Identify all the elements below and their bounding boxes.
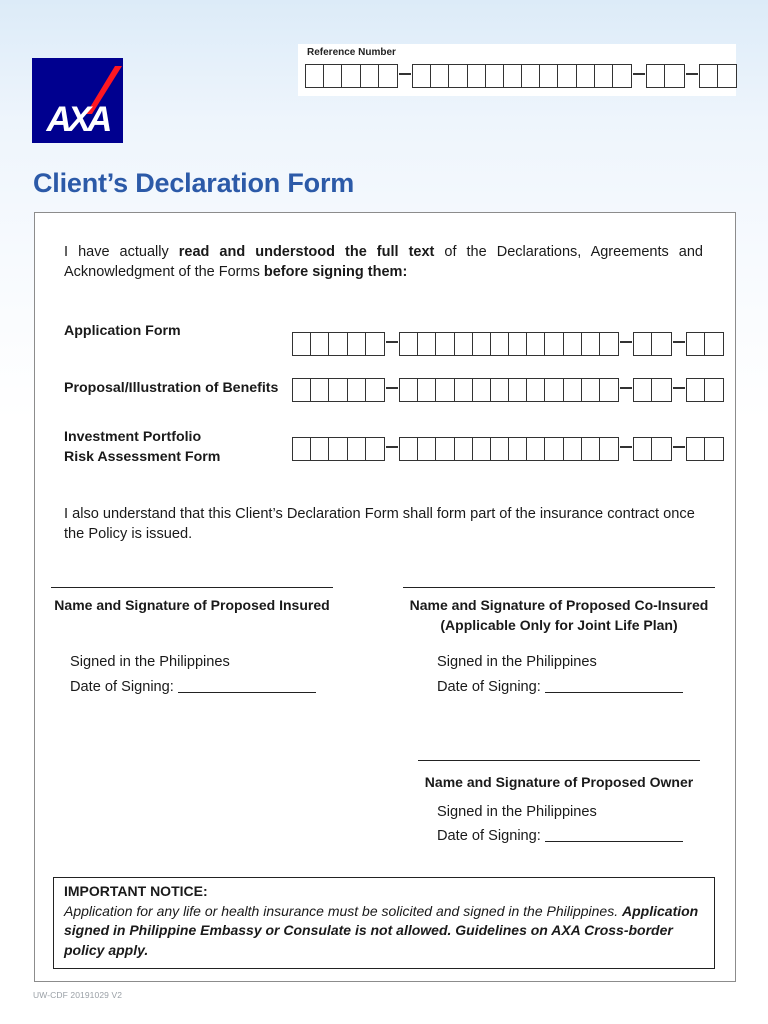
digit-cell[interactable]: [473, 438, 491, 460]
separator-dash: [620, 446, 632, 447]
digit-cell[interactable]: [491, 379, 509, 401]
digit-cell[interactable]: [379, 65, 397, 87]
digit-cell[interactable]: [400, 333, 418, 355]
digit-cell[interactable]: [687, 438, 705, 460]
digit-group: [399, 332, 619, 356]
important-notice: [53, 877, 715, 969]
proposal-number-cells[interactable]: [292, 378, 724, 402]
digit-group: [399, 378, 619, 402]
digit-cell[interactable]: [564, 333, 582, 355]
investment-number-cells[interactable]: [292, 437, 724, 461]
digit-cell[interactable]: [582, 438, 600, 460]
digit-cell[interactable]: [306, 65, 324, 87]
digit-cell[interactable]: [311, 438, 329, 460]
digit-cell[interactable]: [647, 65, 665, 87]
separator-dash: [620, 387, 632, 388]
digit-group: [412, 64, 632, 88]
owner-date-field[interactable]: [545, 841, 683, 842]
digit-cell[interactable]: [665, 65, 683, 87]
separator-dash: [673, 341, 685, 342]
digit-cell[interactable]: [705, 379, 723, 401]
digit-cell[interactable]: [504, 65, 522, 87]
digit-cell[interactable]: [431, 65, 449, 87]
coinsured-date-field[interactable]: [545, 692, 683, 693]
digit-cell[interactable]: [600, 379, 618, 401]
coinsured-signature-caption: Name and Signature of Proposed Co-Insured (Applicable Only for Joint Life Plan): [409, 597, 709, 633]
digit-cell[interactable]: [449, 65, 467, 87]
axa-logo: [32, 58, 123, 143]
coinsured-date-label: Date of Signing:: [437, 679, 541, 695]
insured-date-row: [70, 675, 316, 699]
digit-cell[interactable]: [366, 438, 384, 460]
digit-cell[interactable]: [329, 438, 347, 460]
digit-cell[interactable]: [418, 438, 436, 460]
owner-signature-caption: Name and Signature of Proposed Owner: [424, 774, 694, 790]
digit-cell[interactable]: [509, 379, 527, 401]
digit-group: [399, 437, 619, 461]
digit-cell[interactable]: [718, 65, 736, 87]
digit-cell[interactable]: [486, 65, 504, 87]
digit-group: [686, 378, 724, 402]
digit-cell[interactable]: [527, 333, 545, 355]
digit-cell[interactable]: [436, 333, 454, 355]
digit-cell[interactable]: [348, 438, 366, 460]
separator-dash: [673, 446, 685, 447]
digit-group: [633, 437, 671, 461]
digit-cell[interactable]: [705, 438, 723, 460]
digit-cell[interactable]: [366, 379, 384, 401]
digit-group: [292, 437, 385, 461]
digit-cell[interactable]: [455, 333, 473, 355]
digit-cell[interactable]: [564, 379, 582, 401]
digit-cell[interactable]: [522, 65, 540, 87]
digit-cell[interactable]: [540, 65, 558, 87]
form-code: UW-CDF 20191029 V2: [33, 990, 123, 1000]
digit-cell[interactable]: [324, 65, 342, 87]
intro-paragraph: I have actually read and understood the full text of the Declarations, Agreements and Acknowledgment of the Forms before signing them:: [64, 244, 703, 280]
reference-number-label: Reference Number: [307, 47, 396, 58]
separator-dash: [633, 73, 645, 74]
digit-group: [305, 64, 398, 88]
owner-date-label: Date of Signing:: [437, 828, 541, 844]
insured-date-label: Date of Signing:: [70, 679, 174, 695]
digit-group: [292, 378, 385, 402]
digit-cell[interactable]: [545, 379, 563, 401]
digit-cell[interactable]: [329, 379, 347, 401]
insured-signature-caption: Name and Signature of Proposed Insured: [54, 597, 330, 613]
digit-cell[interactable]: [473, 379, 491, 401]
owner-signed-text: Signed in the Philippines: [437, 804, 597, 820]
digit-group: [633, 378, 671, 402]
digit-cell[interactable]: [509, 438, 527, 460]
digit-cell[interactable]: [634, 438, 652, 460]
digit-cell[interactable]: [468, 65, 486, 87]
digit-group: [633, 332, 671, 356]
separator-dash: [386, 446, 398, 447]
digit-cell[interactable]: [700, 65, 718, 87]
digit-cell[interactable]: [418, 333, 436, 355]
digit-cell[interactable]: [652, 379, 670, 401]
reference-number-cells[interactable]: [305, 64, 737, 88]
digit-cell[interactable]: [400, 438, 418, 460]
digit-cell[interactable]: [342, 65, 360, 87]
digit-cell[interactable]: [436, 438, 454, 460]
digit-group: [686, 332, 724, 356]
digit-cell[interactable]: [613, 65, 631, 87]
investment-label: Investment Portfolio Risk Assessment Form: [64, 429, 221, 465]
separator-dash: [399, 73, 411, 74]
digit-cell[interactable]: [348, 333, 366, 355]
digit-group: [699, 64, 737, 88]
digit-cell[interactable]: [329, 333, 347, 355]
digit-group: [292, 332, 385, 356]
digit-cell[interactable]: [527, 379, 545, 401]
digit-cell[interactable]: [293, 333, 311, 355]
digit-cell[interactable]: [413, 65, 431, 87]
digit-cell[interactable]: [418, 379, 436, 401]
proposal-label: Proposal/Illustration of Benefits: [64, 380, 279, 396]
reference-number-box: [298, 44, 736, 96]
insured-date-field[interactable]: [178, 692, 316, 693]
coinsured-signature-line[interactable]: [403, 587, 715, 588]
digit-cell[interactable]: [600, 438, 618, 460]
digit-cell[interactable]: [705, 333, 723, 355]
digit-cell[interactable]: [600, 333, 618, 355]
digit-cell[interactable]: [491, 333, 509, 355]
digit-cell[interactable]: [293, 438, 311, 460]
owner-signature-line[interactable]: [418, 760, 700, 761]
digit-cell[interactable]: [634, 333, 652, 355]
digit-cell[interactable]: [366, 333, 384, 355]
coinsured-date-row: [437, 675, 683, 699]
digit-cell[interactable]: [527, 438, 545, 460]
digit-cell[interactable]: [577, 65, 595, 87]
notice-body: Application for any life or health insurance must be solicited and signed in the Philippines. Application signed in Philippine Embassy or Consulate is not allowed. Guidelines on AXA Cross-border policy apply.: [64, 902, 699, 958]
digit-cell[interactable]: [509, 333, 527, 355]
digit-cell[interactable]: [687, 333, 705, 355]
digit-cell[interactable]: [311, 379, 329, 401]
digit-cell[interactable]: [311, 333, 329, 355]
digit-cell[interactable]: [582, 333, 600, 355]
digit-cell[interactable]: [582, 379, 600, 401]
logo-text: AXA: [46, 100, 109, 139]
digit-cell[interactable]: [293, 379, 311, 401]
digit-cell[interactable]: [473, 333, 491, 355]
digit-cell[interactable]: [348, 379, 366, 401]
digit-group: [646, 64, 684, 88]
digit-cell[interactable]: [564, 438, 582, 460]
page-title: Client’s Declaration Form: [33, 168, 355, 198]
digit-cell[interactable]: [652, 333, 670, 355]
digit-cell[interactable]: [652, 438, 670, 460]
digit-cell[interactable]: [436, 379, 454, 401]
insured-signed-text: Signed in the Philippines: [70, 654, 230, 670]
digit-cell[interactable]: [400, 379, 418, 401]
digit-cell[interactable]: [558, 65, 576, 87]
digit-cell[interactable]: [455, 438, 473, 460]
digit-cell[interactable]: [361, 65, 379, 87]
separator-dash: [386, 387, 398, 388]
application-form-number-cells[interactable]: [292, 332, 724, 356]
separator-dash: [620, 341, 632, 342]
digit-cell[interactable]: [634, 379, 652, 401]
coinsured-signed-text: Signed in the Philippines: [437, 654, 597, 670]
digit-cell[interactable]: [687, 379, 705, 401]
contract-paragraph: I also understand that this Client’s Declaration Form shall form part of the insurance contract once the Policy is issued.: [64, 506, 695, 542]
insured-signature-line[interactable]: [51, 587, 333, 588]
notice-heading: IMPORTANT NOTICE:: [64, 883, 208, 899]
application-form-label: Application Form: [64, 323, 181, 339]
digit-cell[interactable]: [595, 65, 613, 87]
separator-dash: [386, 341, 398, 342]
digit-cell[interactable]: [545, 333, 563, 355]
digit-group: [686, 437, 724, 461]
owner-date-row: [437, 824, 683, 848]
digit-cell[interactable]: [545, 438, 563, 460]
digit-cell[interactable]: [491, 438, 509, 460]
separator-dash: [686, 73, 698, 74]
digit-cell[interactable]: [455, 379, 473, 401]
separator-dash: [673, 387, 685, 388]
